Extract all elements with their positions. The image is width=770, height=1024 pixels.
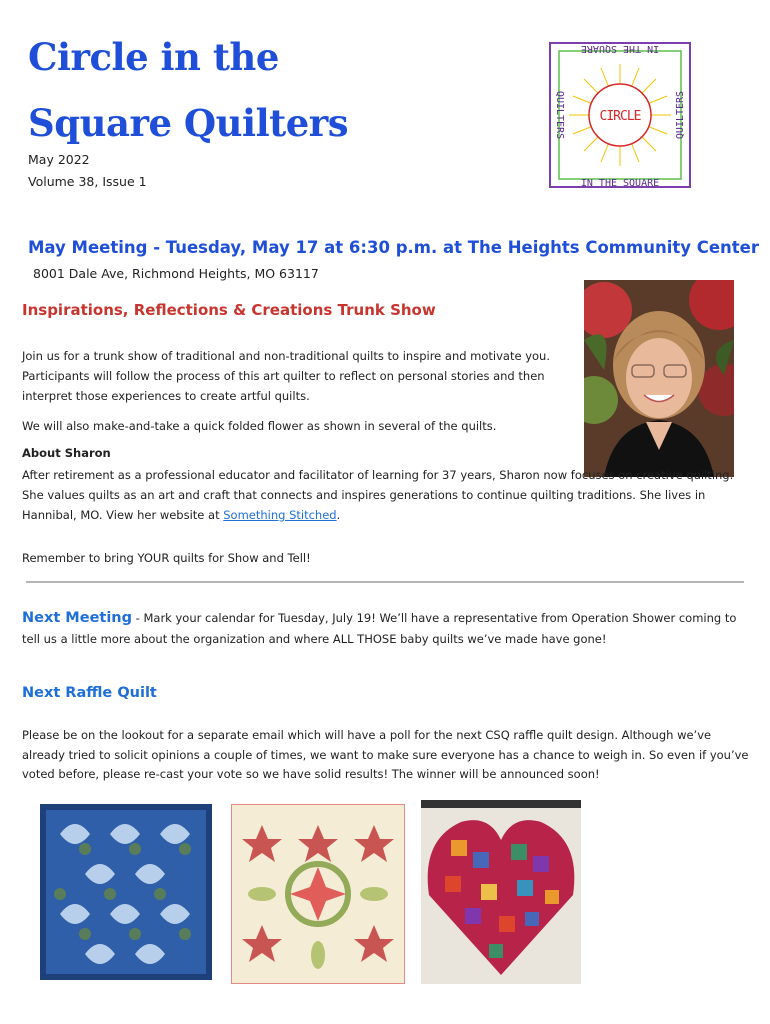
logo-left-text: QUILTERS (554, 90, 565, 140)
make-and-take-note: We will also make-and-take a quick folded flower as shown in several of the quilts. (22, 419, 497, 433)
speaker-photo (584, 280, 734, 477)
newsletter-title (28, 24, 348, 156)
show-and-tell-reminder: Remember to bring YOUR quilts for Show and Tell! (22, 551, 311, 565)
club-logo (549, 42, 691, 188)
raffle-quilt-heading: Next Raffle Quilt (22, 685, 157, 701)
raffle-quilt-text: Please be on the lookout for a separate email which will have a poll for the next CSQ raffle quilt design. Although we’ve already tried to solicit opinions a couple of times, we want to make sure everyone has a chance to weigh in. So even if you’ve voted before, please re-cast your vote so we have solid results! The winner will be announced soon! (22, 728, 749, 781)
trunk-show-description: Join us for a trunk show of traditional and non-traditional quilts to inspire and motivate you. Participants will follow the process of this art quilter to reflect on personal stories and then interpret those experiences to create artful quilts. (22, 349, 551, 403)
meeting-address: 8001 Dale Ave, Richmond Heights, MO 63117 (33, 266, 319, 281)
trunk-show-title: Inspirations, Reflections & Creations Trunk Show (22, 301, 436, 319)
about-sharon-end: . (336, 508, 341, 522)
club-logo-graphic (549, 42, 691, 188)
about-sharon-text (22, 465, 752, 525)
section-divider (26, 581, 744, 583)
issue-volume: Volume 38, Issue 1 (28, 174, 147, 189)
logo-top-text: IN THE SQUARE (580, 43, 660, 54)
next-meeting-text: - Mark your calendar for Tuesday, July 19! We’ll have a representative from Operation Shower coming to tell us a little more about the organization and where ALL THOSE baby quilts we’ve made have gone! (22, 611, 737, 646)
raffle-quilt-option-2-image (231, 804, 405, 984)
newsletter-title-line2: Square Quilters (28, 101, 349, 145)
about-sharon-heading: About Sharon (22, 446, 111, 460)
issue-date: May 2022 (28, 152, 90, 167)
raffle-quilt-option-1-image (40, 804, 212, 980)
logo-bottom-text: IN THE SQUARE (580, 178, 660, 188)
about-sharon-body: After retirement as a professional educator and facilitator of learning for 37 years, Sharon now focuses on creative quilting. She values quilts as an art and craft that connects and inspires generations to continue quilting traditions. She lives in Hannibal, MO. View her website at (22, 468, 734, 522)
logo-center-text: CIRCLE (599, 109, 641, 124)
meeting-heading: May Meeting - Tuesday, May 17 at 6:30 p.m. at The Heights Community Center (28, 238, 759, 257)
next-meeting-label: Next Meeting (22, 610, 133, 626)
logo-right-text: QUILTERS (675, 90, 686, 140)
newsletter-title-line1: Circle in the (28, 35, 279, 79)
raffle-quilt-option-3-image (421, 800, 581, 984)
next-meeting-section (22, 608, 752, 650)
something-stitched-link[interactable]: Something Stitched (223, 508, 337, 522)
